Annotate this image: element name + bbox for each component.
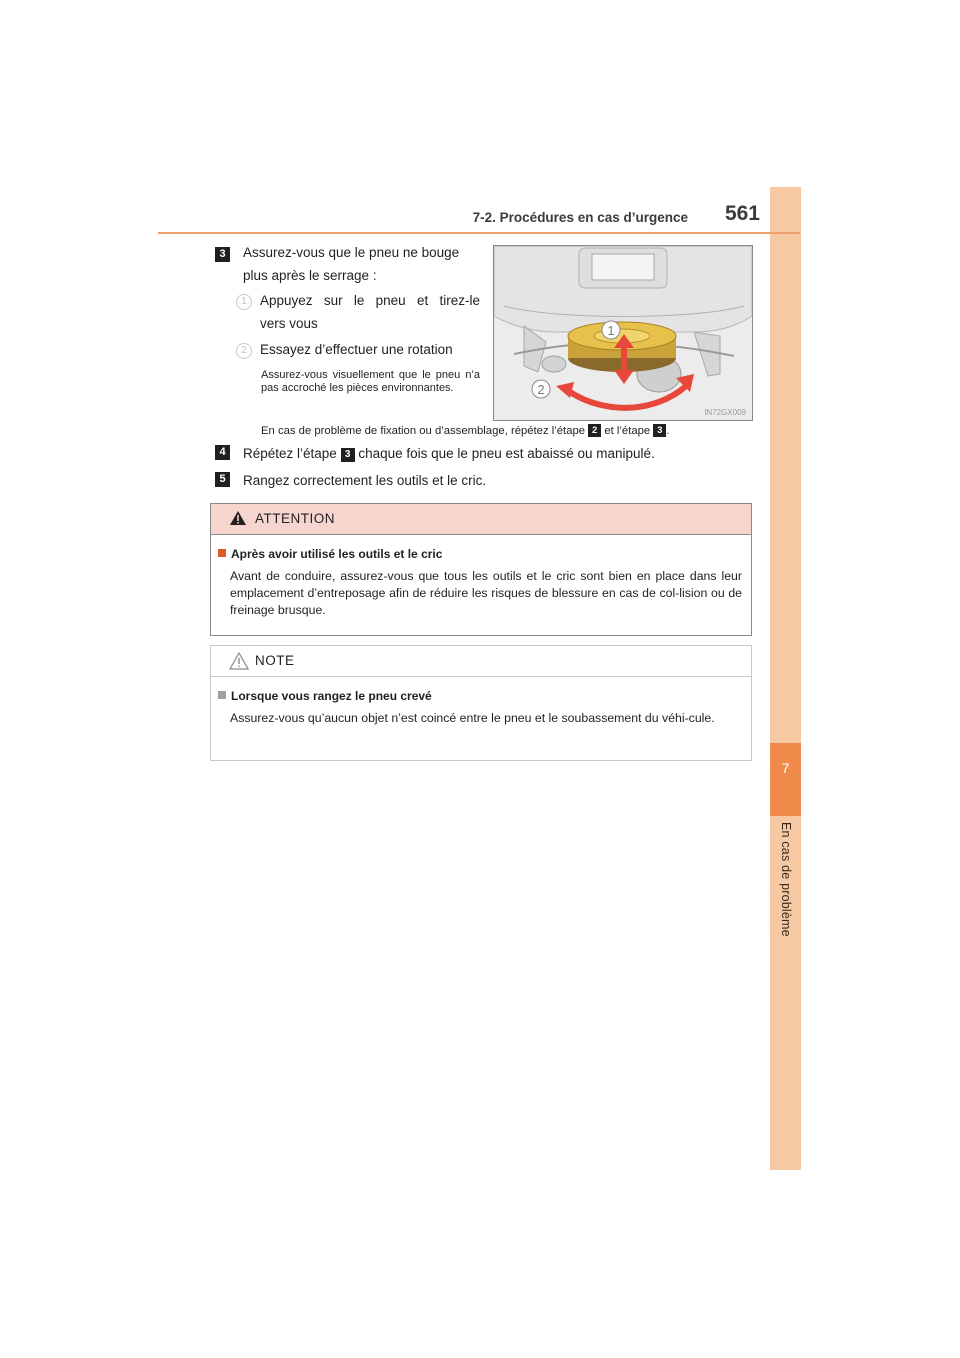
note-header [211,646,751,677]
substep-1-line2: vers vous [260,316,318,331]
caution-triangle-icon [229,652,249,670]
warning-triangle-icon [229,510,247,526]
chapter-label-text: En cas de problème [779,822,793,937]
page-number: 561 [724,202,760,225]
callout-2: 2 [537,382,545,397]
attention-body: Avant de conduire, assurez-vous que tous les outils et le cric sont bien en place dans leur emplacement d’entreposage afin de réduire les risques de blessure en cas de col-lision ou de freinage brusque. [230,569,742,617]
bullet-square-icon [218,549,226,557]
step-3-line2: plus après le serrage : [243,268,377,283]
chapter-tab [770,743,801,816]
step-5-badge: 5 [215,472,230,487]
step-3-text [243,241,481,287]
chapter-number: 7 [781,760,790,776]
problem-note-mid: et l’étape [604,425,651,437]
note-heading [218,689,432,703]
substep-2-note: Assurez-vous visuellement que le pneu n’a pas accroché les pièces environnantes. [261,369,480,394]
chapter-label [770,822,801,972]
note-heading-text: Lorsque vous rangez le pneu crevé [231,689,432,703]
attention-heading-text: Après avoir utilisé les outils et le cric [231,547,443,561]
attention-title: ATTENTION [255,511,335,526]
bullet-square-icon [218,691,226,699]
problem-note [261,424,669,437]
callout-1: 1 [607,323,615,338]
step-4-badge: 4 [215,445,230,460]
problem-note-end: . [666,425,670,437]
step-3-line1: Assurez-vous que le pneu ne bouge [243,245,460,260]
step-4-ref-3: 3 [341,448,355,462]
attention-heading [218,547,442,561]
step-3-badge: 3 [215,247,230,262]
substep-1-number: 1 [236,294,252,310]
spare-tire-illustration [493,245,753,421]
substep-1-text [260,289,480,335]
step-4-text [243,442,763,465]
illustration-code: IN72GX009 [704,408,746,417]
illustration-drawing [494,246,752,420]
section-title: 7-2. Procédures en cas d’urgence [472,210,688,225]
attention-header [211,504,751,535]
substep-1-line1: Appuyez sur le pneu et tirez-le [260,293,480,308]
note-body: Assurez-vous qu’aucun objet n’est coincé entre le pneu et le soubassement du véhi-cule. [230,711,715,725]
header-rule [158,232,800,234]
step-4-text-before: Répétez l’étape [243,446,337,461]
problem-note-before: En cas de problème de fixation ou d’assemblage, répétez l’étape [261,425,586,437]
step-5-text: Rangez correctement les outils et le cric. [243,473,487,488]
problem-note-ref-3: 3 [653,424,666,437]
attention-box [210,503,752,636]
step-4-text-after: chaque fois que le pneu est abaissé ou manipulé. [358,446,655,461]
substep-2-text: Essayez d’effectuer une rotation [260,342,453,357]
substep-2-number: 2 [236,343,252,359]
problem-note-ref-2: 2 [588,424,601,437]
note-box [210,645,752,761]
note-title: NOTE [255,653,295,668]
side-tab-band [770,187,801,1170]
